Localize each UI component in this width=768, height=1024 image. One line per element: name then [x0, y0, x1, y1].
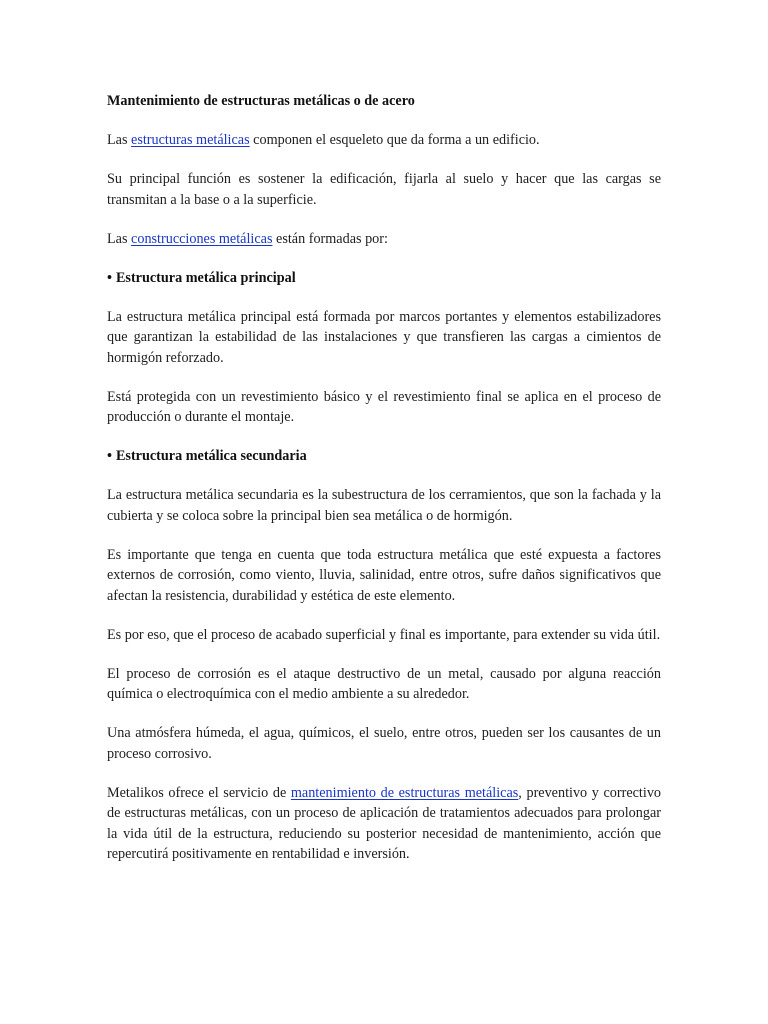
intro-paragraph	[107, 130, 661, 151]
construcciones-metalicas-link[interactable]: construcciones metálicas	[131, 230, 273, 247]
corrosion-definition-paragraph: El proceso de corrosión es el ataque destructivo de un metal, causado por alguna reacción química o electroquímica con el medio ambiente a su alrededor.	[107, 665, 661, 702]
finishing-paragraph: Es por eso, que el proceso de acabado superficial y final es importante, para extender su vida útil.	[107, 626, 661, 643]
document-body	[107, 91, 661, 883]
section-heading-secundaria	[107, 446, 661, 467]
mantenimiento-estructuras-link[interactable]: mantenimiento de estructuras metálicas	[290, 784, 519, 801]
section-heading-principal-text: Estructura metálica principal	[115, 269, 296, 286]
section-heading-principal	[107, 268, 661, 289]
intro-text-before: Las	[107, 132, 132, 148]
section-heading-secundaria-text: Estructura metálica secundaria	[115, 448, 307, 464]
service-text-after: , preventivo y correctivo de estructuras metálicas, con un proceso de aplicación de tratamientos adecuados para prolongar la vida útil de la estructura, reduciendo su posterior necesidad de mantenimiento, acción que repercutirá positivamente en rentabilidad e inversión.	[107, 784, 662, 862]
bullet-icon: •	[107, 448, 112, 464]
principal-protection-paragraph: Está protegida con un revestimiento básico y el revestimiento final se aplica en el proceso de producción o durante el montaje.	[107, 388, 661, 425]
bullet-icon: •	[107, 269, 112, 286]
corrosion-causes-paragraph: Una atmósfera húmeda, el agua, químicos, el suelo, entre otros, pueden ser los causantes de un proceso corrosivo.	[107, 725, 661, 762]
secundaria-description-paragraph: La estructura metálica secundaria es la subestructura de los cerramientos, que son la fachada y la cubierta y se coloca sobre la principal bien sea metálica o de hormigón.	[107, 487, 661, 524]
document-title: Mantenimiento de estructuras metálicas o de acero	[107, 93, 415, 109]
service-text-before: Metalikos ofrece el servicio de	[107, 784, 291, 801]
function-paragraph: Su principal función es sostener la edificación, fijarla al suelo y hacer que las cargas se transmitan a la base o a la superficie.	[107, 171, 661, 208]
composition-paragraph	[107, 229, 661, 250]
principal-description-paragraph: La estructura metálica principal está formada por marcos portantes y elementos estabilizadores que garantizan la estabilidad de las instalaciones y que transfieren las cargas a cimientos de hormigón reforzado.	[107, 308, 661, 366]
composition-text-after: están formadas por:	[272, 230, 388, 247]
corrosion-exposure-paragraph: Es importante que tenga en cuenta que toda estructura metálica que esté expuesta a factores externos de corrosión, como viento, lluvia, salinidad, entre otros, sufre daños significativos que afectan la resistencia, durabilidad y estética de este elemento.	[107, 546, 661, 604]
service-paragraph	[107, 783, 661, 865]
estructuras-metalicas-link[interactable]: estructuras metálicas	[131, 132, 250, 148]
composition-text-before: Las	[107, 230, 132, 247]
intro-text-after: componen el esqueleto que da forma a un edificio.	[249, 132, 540, 148]
